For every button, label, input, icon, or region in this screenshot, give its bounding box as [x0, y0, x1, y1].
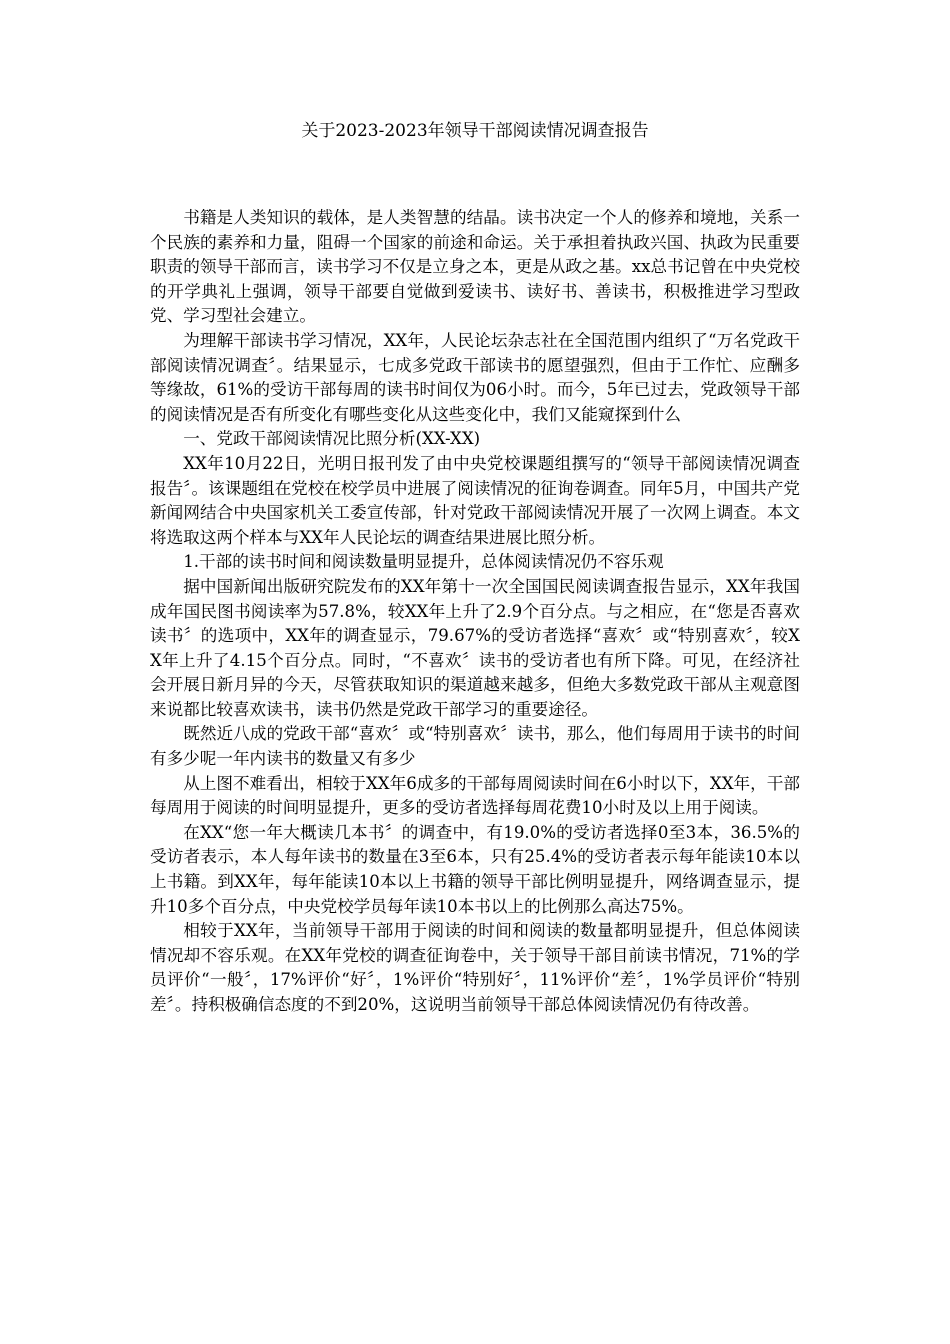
- paragraph-overall-evaluation: 相较于XX年，当前领导干部用于阅读的时间和阅读的数量都明显提升，但总体阅读情况却不容乐观。在XX年党校的调查征询卷中，关于领导干部目前读书情况，71%的学员评价“一般〞，17%评价“好〞，1%评价“特别好〞，11%评价“差〞，1%学员评价“特别差〞。持积极确信态度的不到20%，这说明当前领导干部总体阅读情况仍有待改善。: [150, 921, 800, 1014]
- paragraph-survey-sources: XX年10月22日，光明日报刊发了由中央党校课题组撰写的“领导干部阅读情况调查报告〞。该课题组在党校在校学员中进展了阅读情况的征询卷调查。同年5月，中国共产党新闻网结合中央国家机关工委宣传部，针对党政干部阅读情况开展了一次网上调查。本文将选取这两个样本与XX年人民论坛的调查结果进展比照分析。: [150, 453, 800, 547]
- paragraph-question: 既然近八成的党政干部“喜欢〞或“特别喜欢〞读书，那么，他们每周用于读书的时间有多少呢一年内读书的数量又有多少: [150, 724, 800, 769]
- paragraph-book-count: 在XX“您一年大概读几本书〞的调查中，有19.0%的受访者选择0至3本，36.5%的受访者表示，本人每年读书的数量在3至6本，只有25.4%的受访者表示每年能读10本以上书籍。到XX年，每年能读10本以上书籍的领导干部比例明显提升，网络调查显示，提升10多个百分点，中央党校学员每年读10本书以上的比例那么高达75%。: [150, 822, 800, 916]
- paragraph-reading-rate: 据中国新闻出版研究院发布的XX年第十一次全国国民阅读调查报告显示，XX年我国成年国民图书阅读率为57.8%，较XX年上升了2.9个百分点。与之相应，在“您是否喜欢读书〞的选项中，XX年的调查显示，79.67%的受访者选择“喜欢〞或“特别喜欢〞，较XX年上升了4.15个百分点。同时，“不喜欢〞读书的受访者也有所下降。可见，在经济社会开展日新月异的今天，尽管获取知识的渠道越来越多，但绝大多数党政干部从主观意图来说都比较喜欢读书，读书仍然是党政干部学习的重要途径。: [150, 576, 800, 719]
- paragraph-intro: 书籍是人类知识的载体，是人类智慧的结晶。读书决定一个人的修养和境地，关系一个民族的素养和力量，阻碍一个国家的前途和命运。关于承担着执政兴国、执政为民重要职责的领导干部而言，读书学习不仅是立身之本，更是从政之基。xx总书记曾在中央党校的开学典礼上强调，领导干部要自觉做到爱读书、读好书、善读书，积极推进学习型政党、学习型社会建立。: [150, 208, 800, 326]
- subsection-heading-1: 1.干部的读书时间和阅读数量明显提升，总体阅读情况仍不容乐观: [183, 552, 664, 572]
- section-heading-1: 一、党政干部阅读情况比照分析(XX-XX): [183, 429, 481, 449]
- document-title: 关于2023-2023年领导干部阅读情况调查报告: [301, 121, 649, 141]
- paragraph-reading-time: 从上图不难看出，相较于XX年6成多的干部每周阅读时间在6小时以下，XX年，干部每周用于阅读的时间明显提升，更多的受访者选择每周花费10小时及以上用于阅读。: [150, 773, 800, 818]
- document-page: [150, 118, 800, 1018]
- paragraph-survey-background: 为理解干部读书学习情况，XX年，人民论坛杂志社在全国范围内组织了“万名党政干部阅读情况调查〞。结果显示，七成多党政干部读书的愿望强烈，但由于工作忙、应酬多等缘故，61%的受访干部每周的读书时间仅为06小时。而今，5年已过去，党政领导干部的阅读情况是否有所变化有哪些变化从这些变化中，我们又能窥探到什么: [150, 330, 800, 424]
